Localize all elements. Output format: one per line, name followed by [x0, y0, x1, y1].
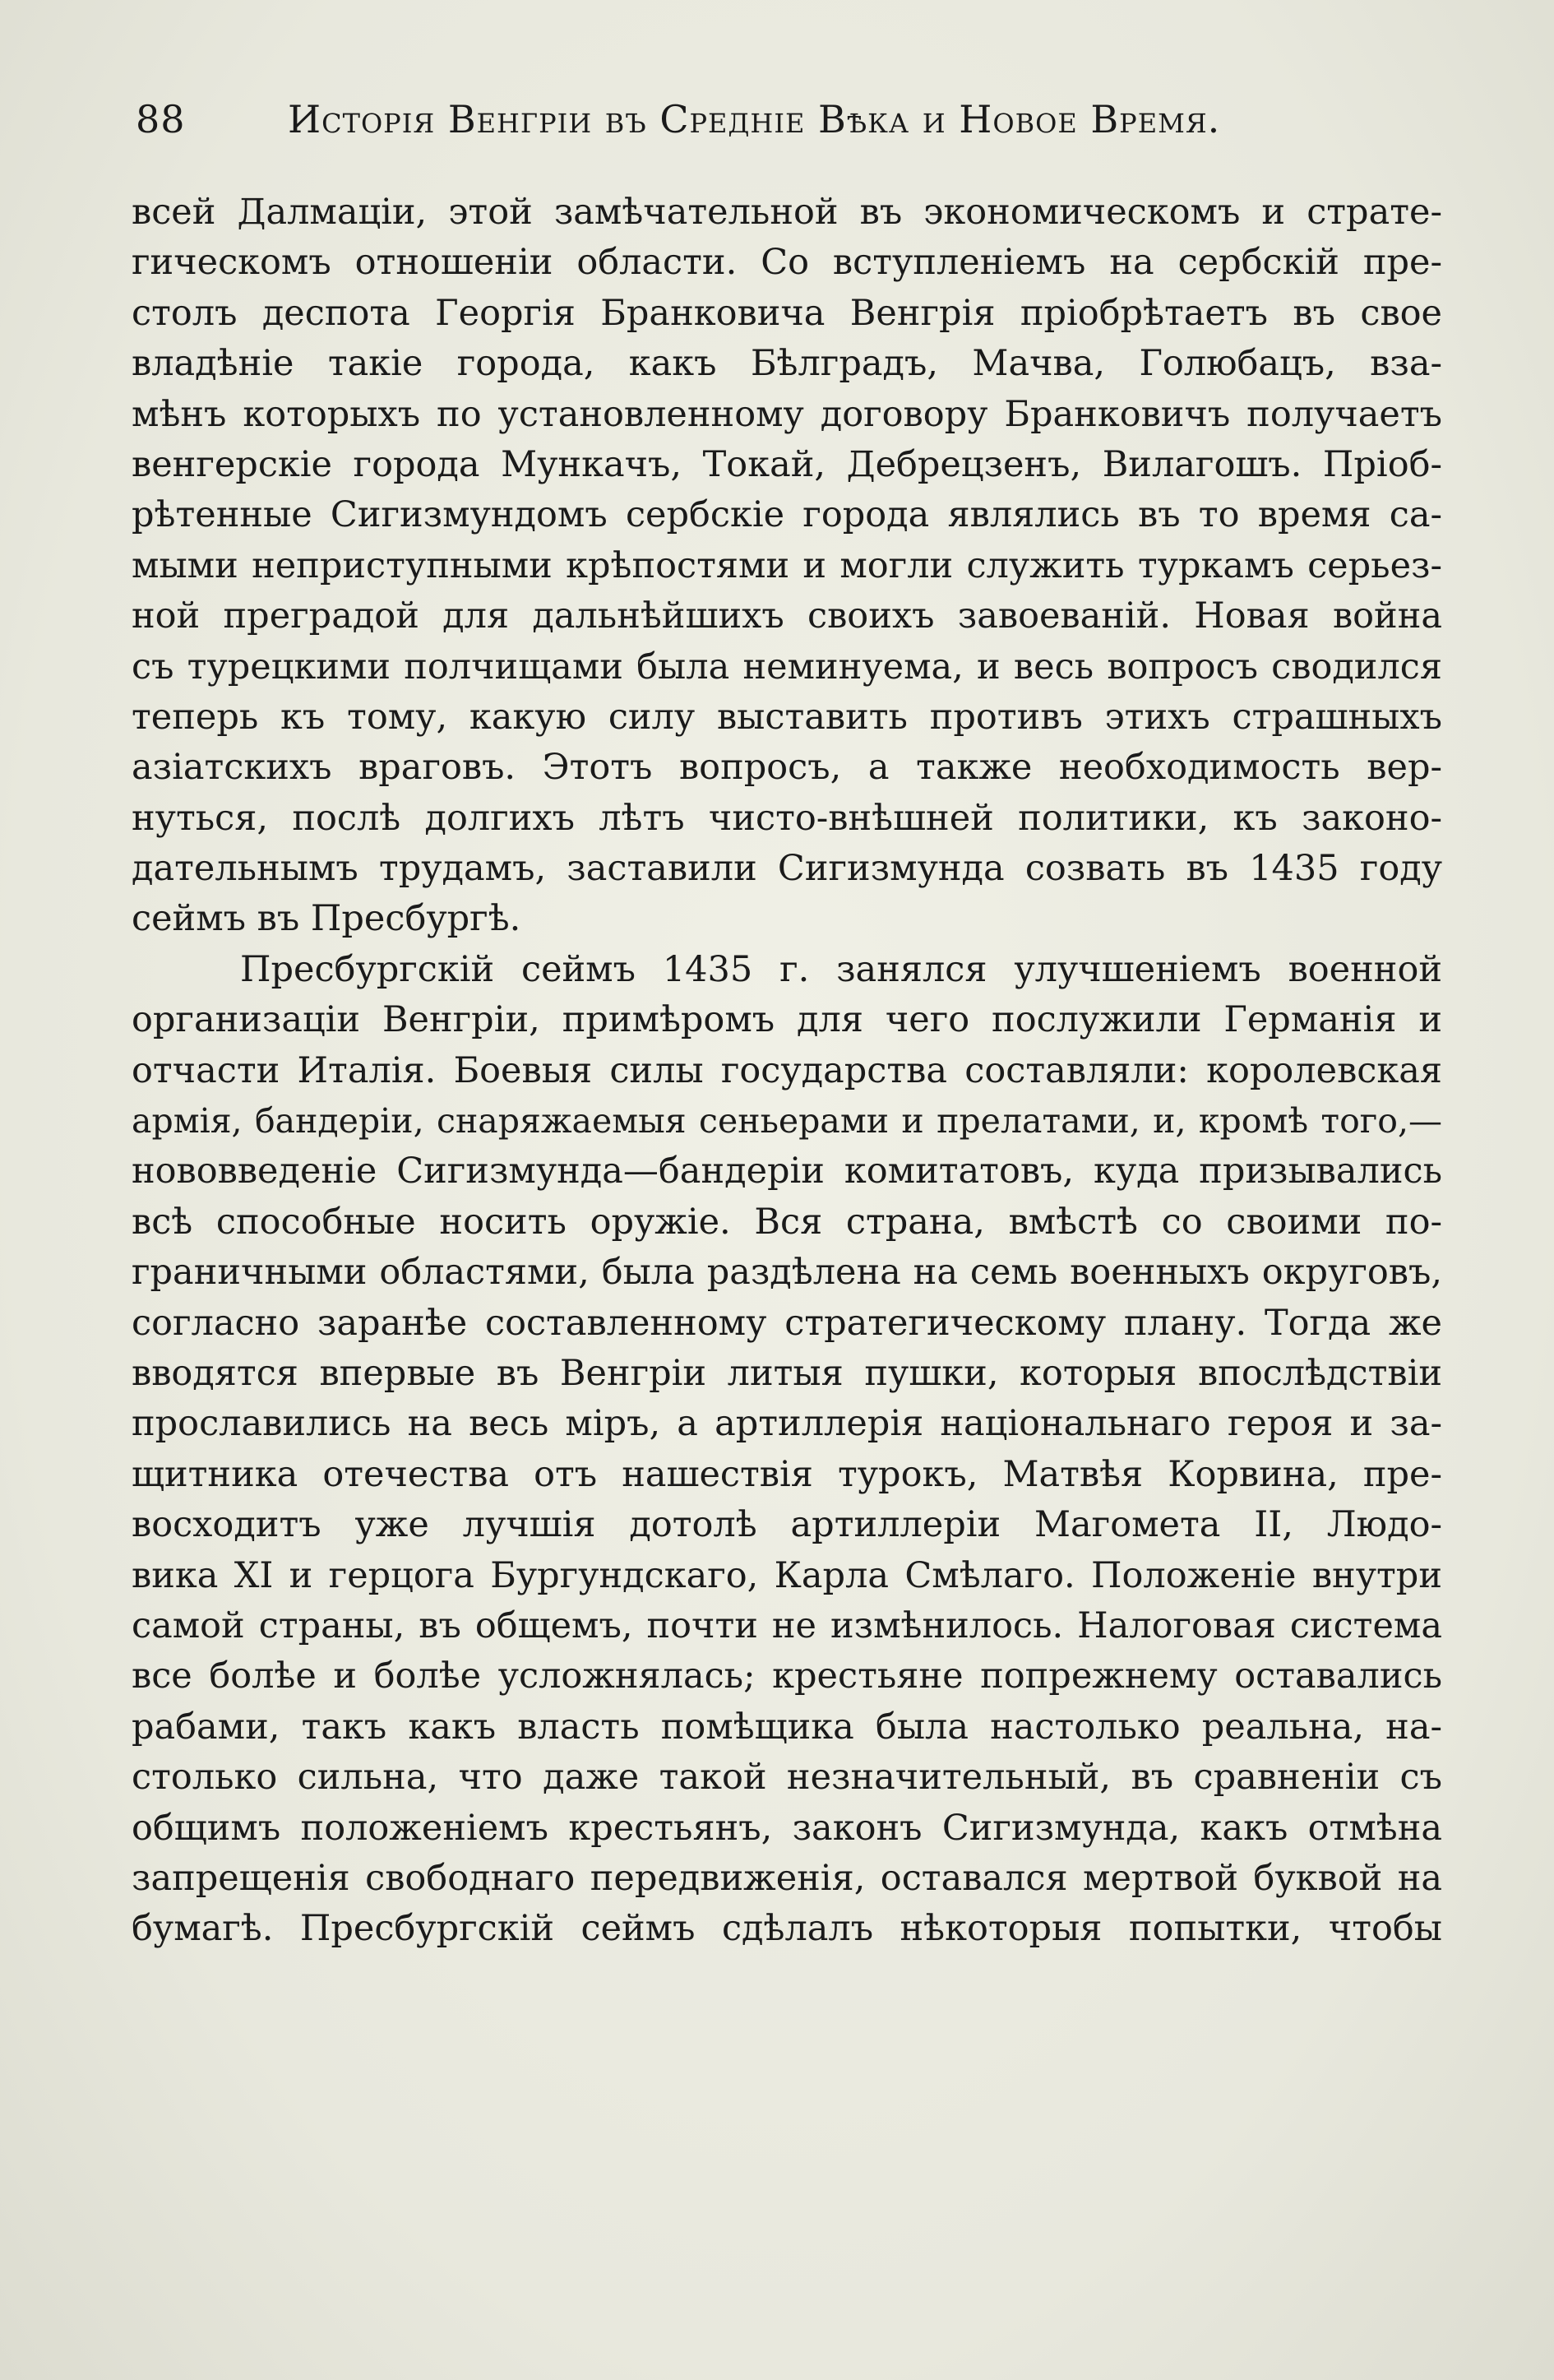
text-line: щитника отечества отъ нашествія турокъ, Матвѣя Корвина, пре-: [132, 1453, 1442, 1495]
text-line: всѣ способные носить оружіе. Вся страна, вмѣстѣ со своими по-: [132, 1201, 1442, 1243]
text-line: гическомъ отношеніи области. Со вступленіемъ на сербскій пре-: [132, 242, 1442, 284]
text-line: отчасти Италія. Боевыя силы государства составляли: королевская: [132, 1049, 1442, 1091]
text-line: согласно заранѣе составленному стратегическому плану. Тогда же: [132, 1302, 1442, 1344]
text-line: столько сильна, что даже такой незначительный, въ сравненіи съ: [132, 1757, 1442, 1799]
text-line: общимъ положеніемъ крестьянъ, законъ Сигизмунда, какъ отмѣна: [132, 1807, 1442, 1849]
text-line-paragraph-start: Пресбургскій сеймъ 1435 г. занялся улучшеніемъ военной: [240, 948, 1442, 990]
text-line: бумагѣ. Пресбургскій сеймъ сдѣлалъ нѣкоторыя попытки, чтобы: [132, 1908, 1442, 1950]
text-line: самой страны, въ общемъ, почти не измѣнилось. Налоговая система: [132, 1604, 1442, 1646]
text-line: вика XI и герцога Бургундскаго, Карла Смѣлаго. Положеніе внутри: [132, 1554, 1442, 1596]
text-line: восходитъ уже лучшія дотолѣ артиллеріи Магомета II, Людо-: [132, 1504, 1442, 1546]
text-line: прославились на весь міръ, а артиллерія національнаго героя и за-: [132, 1403, 1442, 1445]
text-line: нуться, послѣ долгихъ лѣтъ чисто-внѣшней политики, къ законо-: [132, 797, 1442, 839]
text-line: ной преградой для дальнѣйшихъ своихъ завоеваній. Новая война: [132, 595, 1442, 637]
text-line: венгерскіе города Мункачъ, Токай, Дебрецзенъ, Вилагошъ. Пріоб-: [132, 443, 1442, 485]
text-line: запрещенія свободнаго передвиженія, оставался мертвой буквой на: [132, 1857, 1442, 1899]
text-line-paragraph-end: сеймъ въ Пресбургѣ.: [132, 898, 521, 940]
text-line: граничными областями, была раздѣлена на семь военныхъ округовъ,: [132, 1252, 1442, 1294]
text-line: мыми неприступными крѣпостями и могли служить туркамъ серьез-: [132, 544, 1442, 586]
text-line: съ турецкими полчищами была неминуема, и весь вопросъ сводился: [132, 646, 1442, 688]
text-line: владѣніе такіе города, какъ Бѣлградъ, Мачва, Голюбацъ, вза-: [132, 343, 1442, 385]
text-line: рѣтенные Сигизмундомъ сербскіе города являлись въ то время са-: [132, 494, 1442, 536]
text-line: дательнымъ трудамъ, заставили Сигизмунда созвать въ 1435 году: [132, 848, 1442, 890]
text-line: всей Далмаціи, этой замѣчательной въ экономическомъ и страте-: [132, 192, 1442, 233]
text-line: азіатскихъ враговъ. Этотъ вопросъ, а также необходимость вер-: [132, 747, 1442, 789]
page-body: [132, 188, 1442, 1955]
running-title: Исторія Венгріи въ Средніе Вѣка и Новое Время.: [288, 97, 1221, 141]
text-line: вводятся впервые въ Венгріи литыя пушки, которыя впослѣдствіи: [132, 1352, 1442, 1394]
page-number: 88: [136, 97, 186, 141]
text-line: мѣнъ которыхъ по установленному договору Бранковичъ получаетъ: [132, 393, 1442, 435]
page-header: [136, 97, 1303, 146]
text-line: армія, бандеріи, снаряжаемыя сеньерами и прелатами, и, кромѣ того,—: [132, 1101, 1442, 1141]
text-line: нововведеніе Сигизмунда—бандеріи комитатовъ, куда призывались: [132, 1151, 1442, 1192]
text-line: теперь къ тому, какую силу выставить противъ этихъ страшныхъ: [132, 696, 1442, 738]
text-line: организаціи Венгріи, примѣромъ для чего послужили Германія и: [132, 999, 1442, 1041]
text-line: столъ деспота Георгія Бранковича Венгрія пріобрѣтаетъ въ свое: [132, 292, 1442, 334]
text-line: рабами, такъ какъ власть помѣщика была настолько реальна, на-: [132, 1706, 1442, 1748]
text-line: все болѣе и болѣе усложнялась; крестьяне попрежнему оставались: [132, 1655, 1442, 1697]
